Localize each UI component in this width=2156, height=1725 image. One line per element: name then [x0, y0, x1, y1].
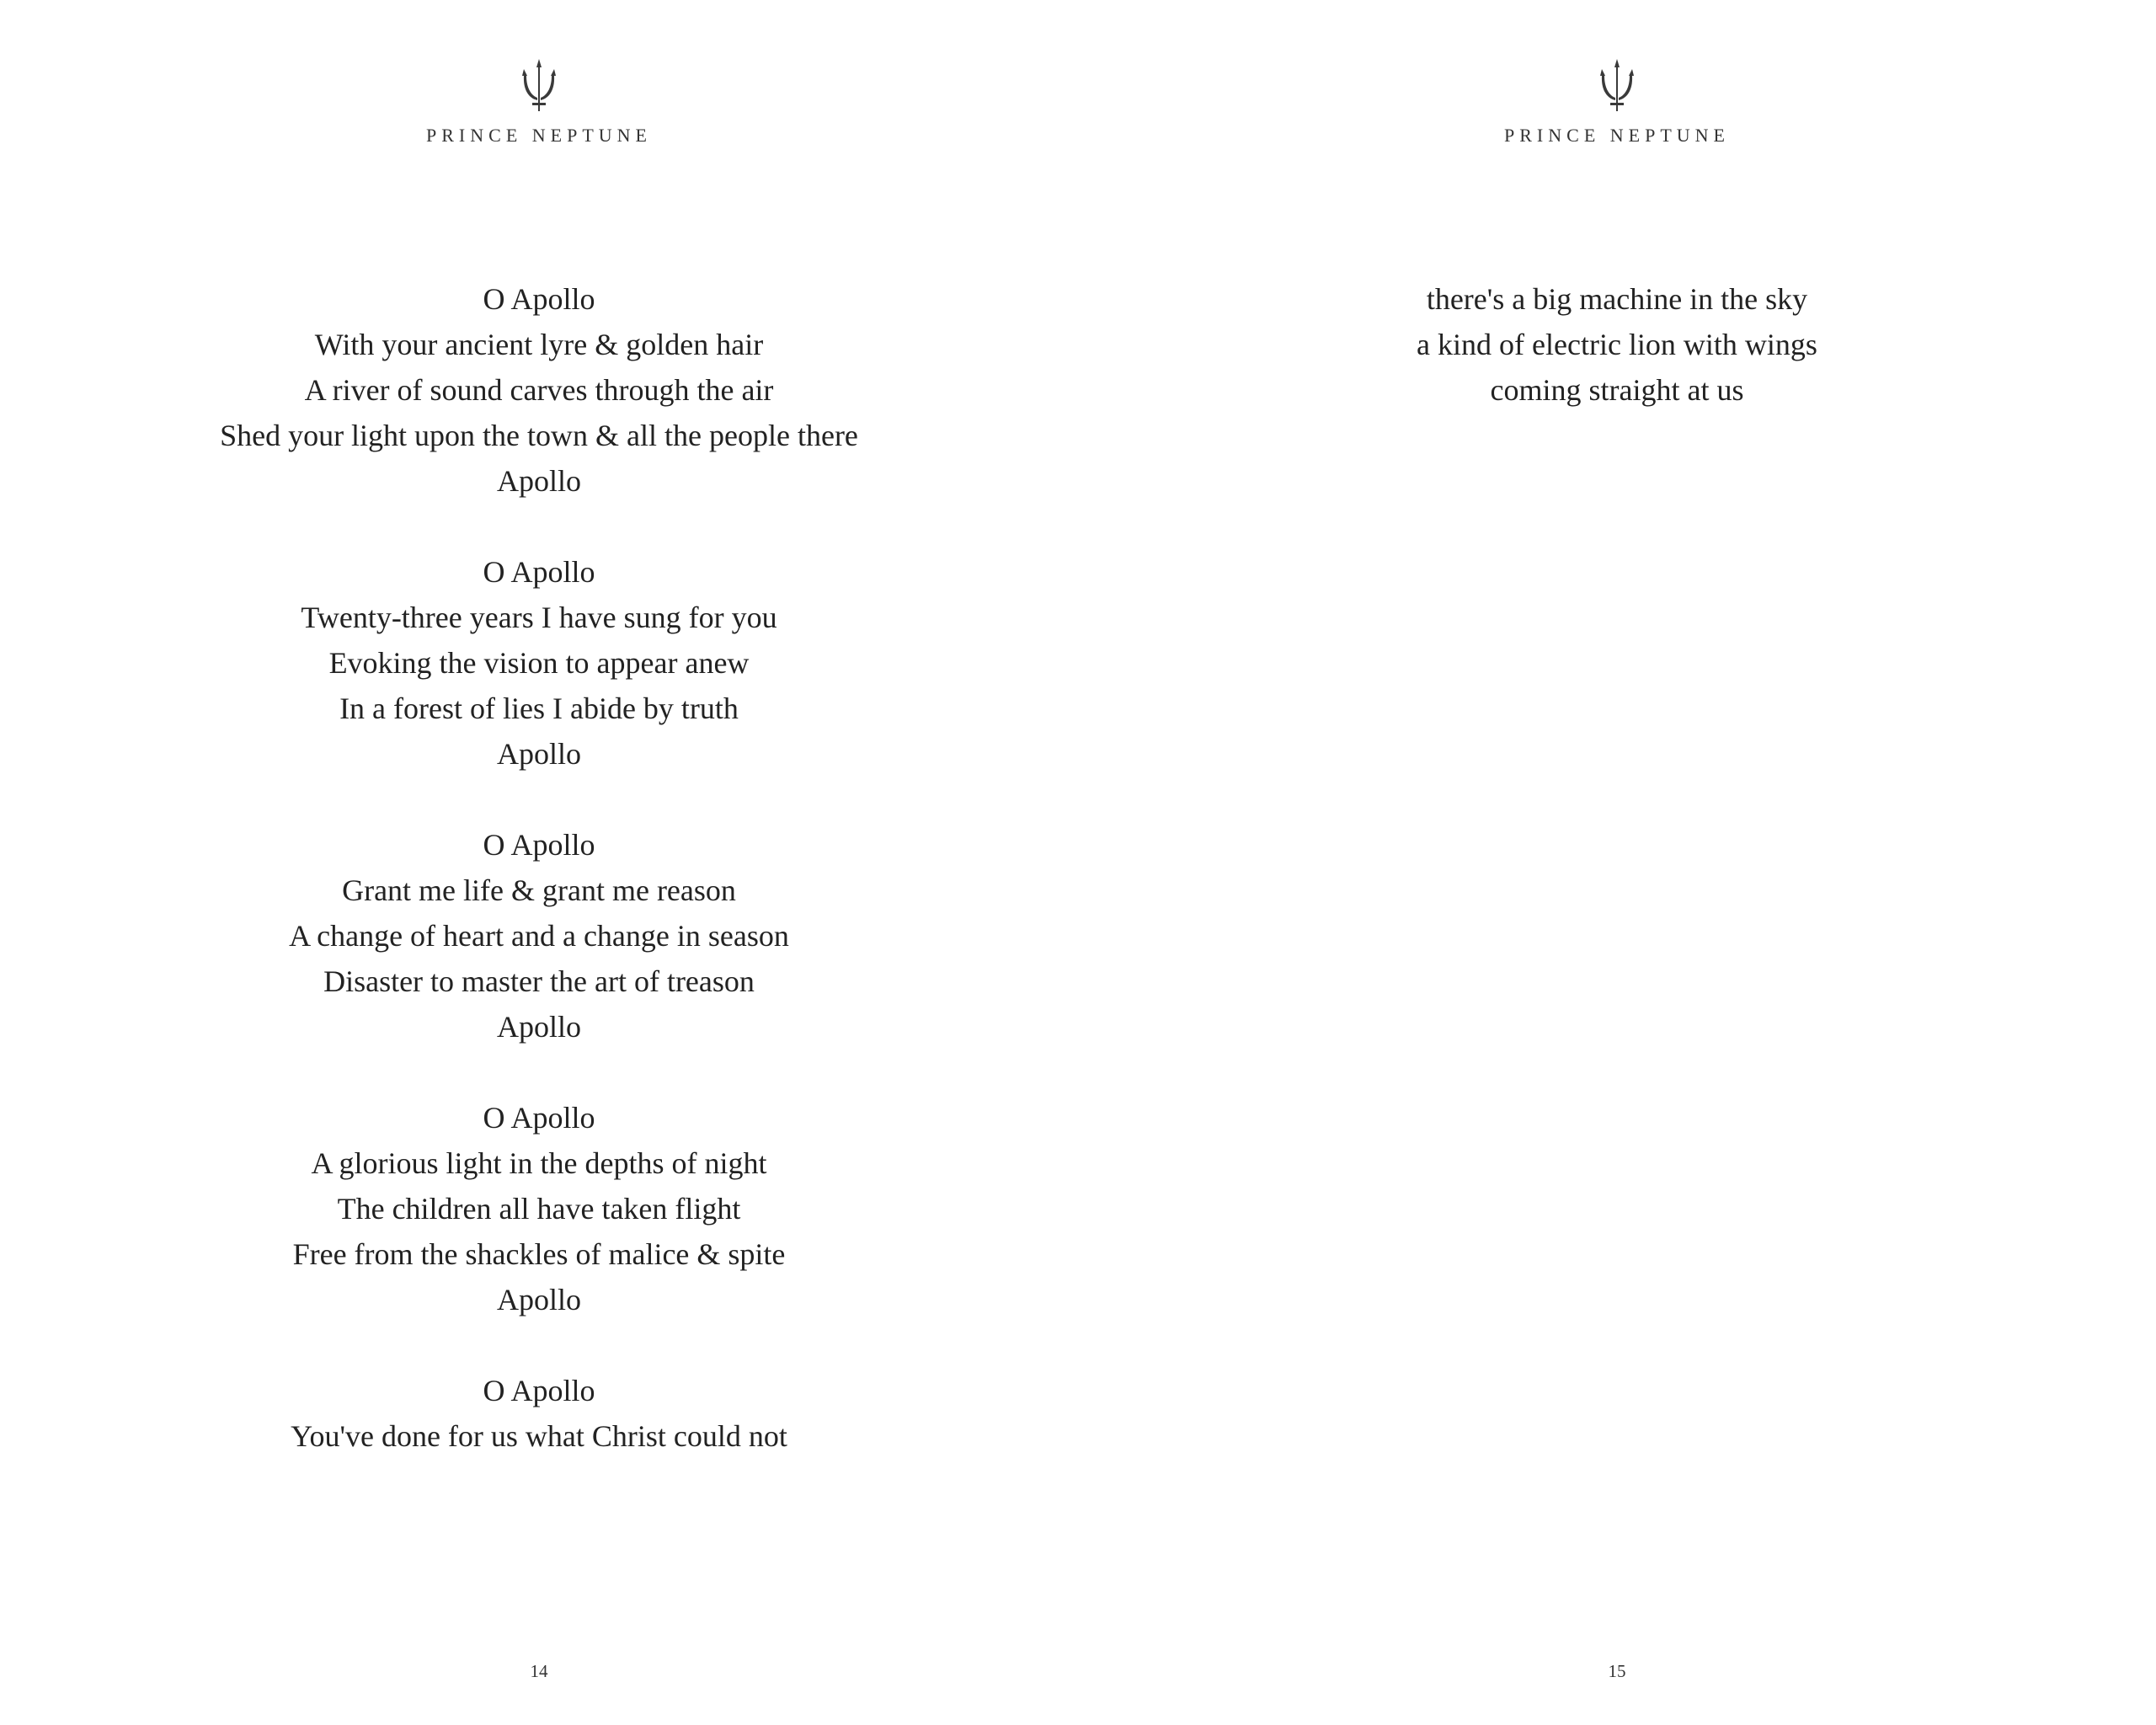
poem-line: O Apollo [483, 828, 595, 862]
poem-line: Apollo [496, 737, 581, 771]
poem-line: Apollo [496, 1010, 581, 1044]
poem-line: Disaster to master the art of treason [323, 964, 755, 998]
brand-title: PRINCE NEPTUNE [1504, 125, 1730, 146]
poem-line: O Apollo [483, 1374, 595, 1407]
poem-left [0, 276, 1078, 1504]
stanza [0, 1095, 1078, 1322]
poem-line: Evoking the vision to appear anew [328, 646, 750, 680]
running-header [1078, 56, 2156, 147]
running-header [0, 56, 1078, 147]
poem-line: Grant me life & grant me reason [342, 873, 736, 907]
right-page [1078, 0, 2156, 1725]
trident-icon [1593, 56, 1641, 116]
poem-line: there's a big machine in the sky [1426, 282, 1808, 316]
poem-line: A change of heart and a change in season [289, 919, 789, 953]
poem-line: You've done for us what Christ could not [291, 1419, 787, 1453]
stanza [0, 822, 1078, 1049]
stanza [1078, 276, 2156, 413]
stanza [0, 1368, 1078, 1459]
trident-icon [515, 56, 563, 116]
poem-line: O Apollo [483, 282, 595, 316]
page-number: 15 [1608, 1661, 1626, 1681]
poem-line: A glorious light in the depths of night [311, 1146, 767, 1180]
page-number: 14 [530, 1661, 548, 1681]
poem-line: Twenty-three years I have sung for you [301, 601, 777, 634]
poem-line: In a forest of lies I abide by truth [339, 692, 739, 725]
poem-line: a kind of electric lion with wings [1417, 328, 1817, 361]
poem-line: Apollo [496, 1283, 581, 1316]
brand-title: PRINCE NEPTUNE [426, 125, 652, 146]
poem-line: A river of sound carves through the air [304, 373, 774, 407]
poem-line: O Apollo [483, 555, 595, 589]
poem-line: coming straight at us [1490, 373, 1744, 407]
poem-line: O Apollo [483, 1101, 595, 1135]
stanza [0, 276, 1078, 504]
stanza [0, 549, 1078, 777]
poem-line: Apollo [496, 464, 581, 498]
poem-line: Free from the shackles of malice & spite [292, 1237, 786, 1271]
poem-line: Shed your light upon the town & all the people there [220, 419, 858, 452]
poem-line: With your ancient lyre & golden hair [314, 328, 764, 361]
poem-right [1078, 276, 2156, 458]
poem-line: The children all have taken flight [337, 1192, 741, 1226]
